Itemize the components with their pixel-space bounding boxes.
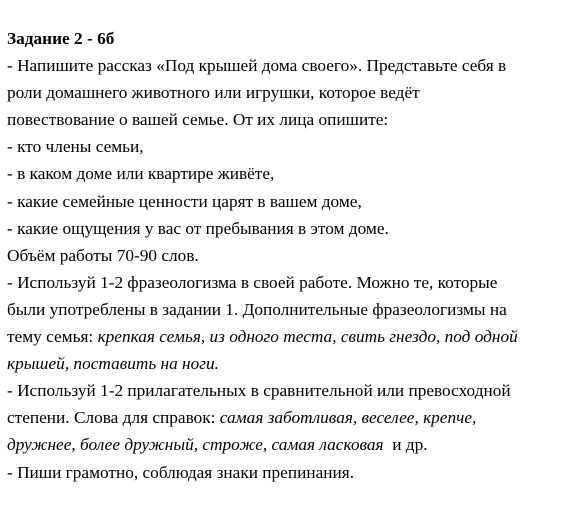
- task-line-5: - в каком доме или квартире живёте,: [7, 164, 275, 184]
- task-line-6: - какие семейные ценности царят в вашем доме,: [7, 191, 362, 211]
- task-title: Задание 2 - 6б: [7, 29, 115, 48]
- task-line-15-suffix: и др.: [383, 435, 428, 455]
- task-line-14: [7, 404, 569, 431]
- task-line-8: Объём работы 70-90 слов.: [7, 245, 199, 265]
- task-line-7: - какие ощущения у вас от пребывания в этом доме.: [7, 218, 389, 238]
- idioms-list-part-2: крышей, поставить на ноги.: [7, 354, 219, 374]
- task-line-2: роли домашнего животного или игрушки, которое ведёт: [7, 83, 420, 103]
- task-line-10: были употреблены в задании 1. Дополнительные фразеологизмы на: [7, 299, 507, 319]
- task-line-16: - Пиши грамотно, соблюдая знаки препинания.: [7, 462, 355, 482]
- reference-words-part-1: самая заботливая, веселее, крепче,: [219, 408, 477, 428]
- task-document: [7, 25, 569, 486]
- idioms-list-part-1: крепкая семья, из одного теста, свить гнездо, под одной: [97, 327, 518, 347]
- task-line-14-prefix: степени. Слова для справок:: [7, 408, 220, 428]
- task-line-1: - Напишите рассказ «Под крышей дома своего». Представьте себя в: [7, 56, 507, 76]
- task-line-13: - Используй 1-2 прилагательных в сравнительной или превосходной: [7, 381, 511, 401]
- task-line-9: - Используй 1-2 фразеологизма в своей работе. Можно те, которые: [7, 272, 498, 292]
- task-line-4: - кто члены семьи,: [7, 137, 144, 157]
- task-line-11-prefix: тему семья:: [7, 327, 98, 347]
- reference-words-part-2: дружнее, более дружный, строже, самая ласковая: [7, 435, 384, 455]
- task-line-15: [7, 431, 569, 458]
- task-line-12: [7, 350, 569, 377]
- task-line-11: [7, 323, 569, 350]
- task-line-3: повествование о вашей семье. От их лица опишите:: [7, 110, 389, 130]
